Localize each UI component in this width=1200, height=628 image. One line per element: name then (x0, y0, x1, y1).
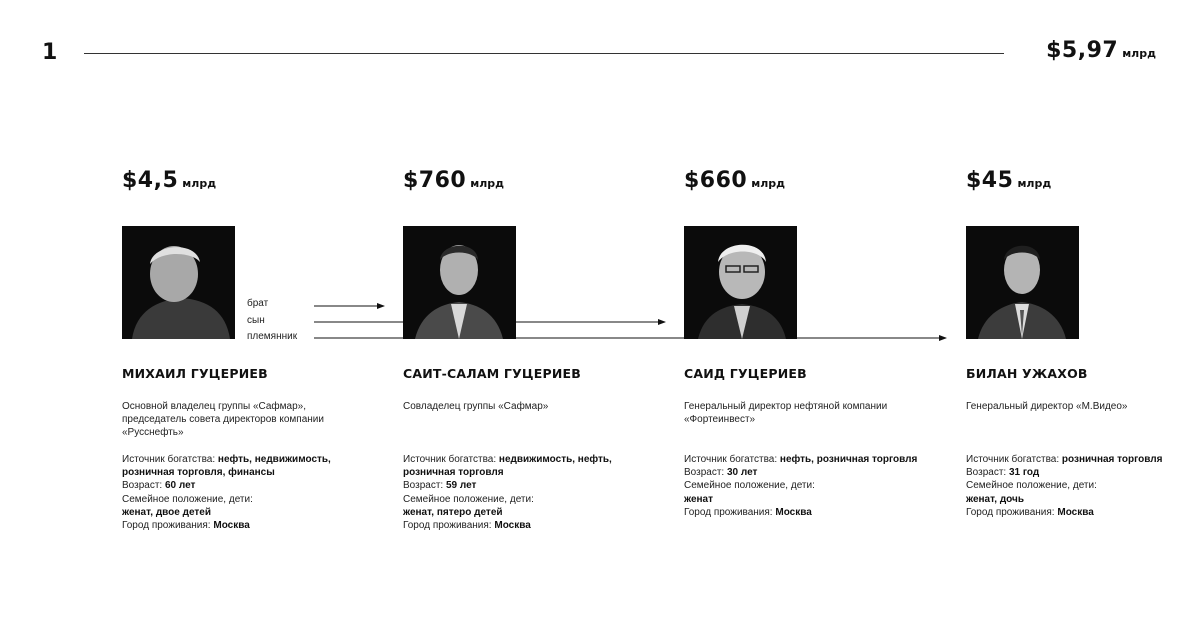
family-label: Семейное положение, дети: (966, 480, 1097, 492)
family-label: Семейное положение, дети: (122, 493, 253, 505)
person-role: Совладелец группы «Сафмар» (403, 401, 549, 412)
age-value: 31 год (1008, 467, 1040, 479)
portrait-icon (684, 226, 797, 339)
city-label: Город проживания: (403, 520, 492, 532)
person-photo (403, 226, 516, 339)
wealth-unit: млрд (1017, 177, 1052, 190)
source-value: нефть, розничная торговля (779, 454, 918, 465)
relation-label-brother: брат (247, 298, 269, 309)
age-value: 59 лет (445, 480, 477, 492)
wealth-value: $45 (966, 168, 1014, 193)
family-value: женат, пятеро детей (403, 506, 503, 518)
wealth-unit: млрд (182, 177, 217, 190)
total-wealth-value: $5,97 (1046, 38, 1119, 63)
person-name: БИЛАН УЖАХОВ (966, 366, 1088, 381)
family-label: Семейное положение, дети: (403, 493, 534, 505)
city-value: Москва (213, 520, 250, 532)
source-label: Источник богатства: (122, 454, 216, 465)
person-photo (966, 226, 1079, 339)
person-wealth (966, 168, 1200, 198)
person-details (684, 453, 924, 519)
age-label: Возраст: (122, 480, 163, 492)
age-label: Возраст: (403, 480, 444, 492)
source-value: недвижимость, нефть, розничная торговля (403, 454, 612, 479)
age-value: 60 лет (164, 480, 196, 492)
person-details (122, 453, 362, 532)
person-name: САИТ-САЛАМ ГУЦЕРИЕВ (403, 366, 581, 381)
family-value: женат, двое детей (122, 506, 212, 518)
person-card-said-gutseriev (684, 168, 934, 518)
person-card-bilan-uzhakhov (966, 168, 1200, 518)
source-label: Источник богатства: (684, 454, 778, 465)
age-label: Возраст: (966, 467, 1007, 479)
wealth-unit: млрд (751, 177, 786, 190)
portrait-icon (966, 226, 1079, 339)
relation-label-nephew: племянник (247, 331, 298, 342)
person-name: САИД ГУЦЕРИЕВ (684, 366, 807, 381)
city-label: Город проживания: (966, 506, 1055, 518)
total-wealth-unit: млрд (1122, 47, 1156, 60)
city-label: Город проживания: (122, 520, 211, 532)
person-photo (684, 226, 797, 339)
portrait-icon (403, 226, 516, 339)
person-card-sait-salam-gutseriev (403, 168, 653, 532)
wealth-value: $660 (684, 168, 748, 193)
wealth-unit: млрд (470, 177, 505, 190)
person-wealth (122, 168, 372, 198)
city-value: Москва (1057, 506, 1094, 518)
city-label: Город проживания: (684, 506, 773, 518)
family-value: женат (684, 493, 714, 505)
wealth-value: $4,5 (122, 168, 179, 193)
family-label: Семейное положение, дети: (684, 480, 815, 492)
wealth-value: $760 (403, 168, 467, 193)
person-details (966, 453, 1200, 519)
person-role: Генеральный директор «М.Видео» (966, 401, 1128, 412)
source-value: нефть, недвижимость, розничная торговля, финансы (122, 454, 331, 479)
person-wealth (684, 168, 934, 198)
source-label: Источник богатства: (966, 454, 1060, 465)
age-value: 30 лет (726, 467, 758, 479)
source-value: розничная торговля (1061, 454, 1163, 465)
source-label: Источник богатства: (403, 454, 497, 465)
portrait-icon (122, 226, 235, 339)
person-role: Генеральный директор нефтяной компании «Фортеинвест» (684, 401, 888, 425)
person-details (403, 453, 643, 532)
person-role: Основной владелец группы «Сафмар», председатель совета директоров компании «Русснефть» (122, 401, 324, 438)
city-value: Москва (494, 520, 531, 532)
person-name: МИХАИЛ ГУЦЕРИЕВ (122, 366, 268, 381)
age-label: Возраст: (684, 467, 725, 479)
person-photo (122, 226, 235, 339)
family-value: женат, дочь (966, 493, 1024, 505)
relation-labels (247, 296, 297, 346)
city-value: Москва (775, 506, 812, 518)
relation-label-son: сын (247, 314, 265, 326)
person-wealth (403, 168, 653, 198)
rank-number: 1 (42, 40, 58, 65)
